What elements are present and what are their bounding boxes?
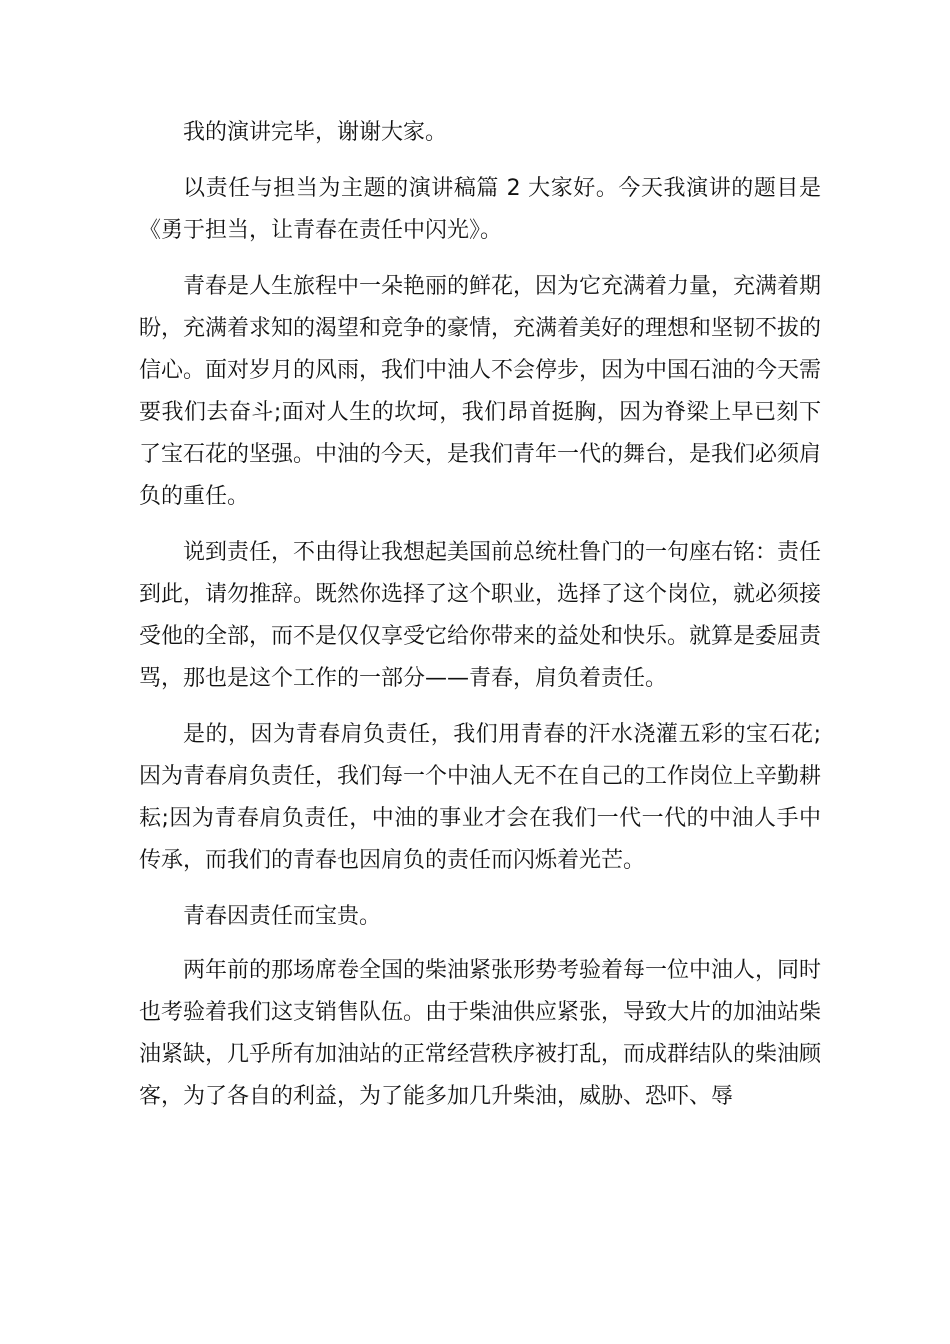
paragraph-youth-precious: 青春因责任而宝贵。 [183, 904, 382, 929]
document-body [139, 112, 821, 1132]
paragraph-truman-motto: 说到责任，不由得让我想起美国前总统杜鲁门的一句座右铭：责任到此，请勿推辞。既然你选择了这个职业，选择了这个岗位，就必须接受他的全部，而不是仅仅享受它给你带来的益处和快乐。就算是委屈责骂，那也是这个工作的一部分——青春，肩负着责任。 [139, 540, 822, 691]
paragraph-closing-remark: 我的演讲完毕，谢谢大家。 [183, 120, 448, 145]
paragraph-youth-responsibility: 是的，因为青春肩负责任，我们用青春的汗水浇灌五彩的宝石花;因为青春肩负责任，我们每一个中油人无不在自己的工作岗位上辛勤耕耘;因为青春肩负责任，中油的事业才会在我们一代一代的中油人手中传承，而我们的青春也因肩负的责任而闪烁着光芒。 [139, 722, 822, 873]
paragraph-speech-title: 以责任与担当为主题的演讲稿篇 2 大家好。今天我演讲的题目是《勇于担当，让青春在责任中闪光》。 [139, 176, 821, 243]
paragraph-youth-flower: 青春是人生旅程中一朵艳丽的鲜花，因为它充满着力量，充满着期盼，充满着求知的渴望和竞争的豪情，充满着美好的理想和坚韧不拔的信心。面对岁月的风雨，我们中油人不会停步，因为中国石油的今天需要我们去奋斗;面对人生的坎坷，我们昂首挺胸，因为脊梁上早已刻下了宝石花的坚强。中油的今天，是我们青年一代的舞台，是我们必须肩负的重任。 [139, 274, 822, 509]
paragraph-diesel-shortage: 两年前的那场席卷全国的柴油紧张形势考验着每一位中油人，同时也考验着我们这支销售队伍。由于柴油供应紧张，导致大片的加油站柴油紧缺，几乎所有加油站的正常经营秩序被打乱，而成群结队的柴油顾客，为了各自的利益，为了能多加几升柴油，威胁、恐吓、辱 [139, 958, 822, 1109]
